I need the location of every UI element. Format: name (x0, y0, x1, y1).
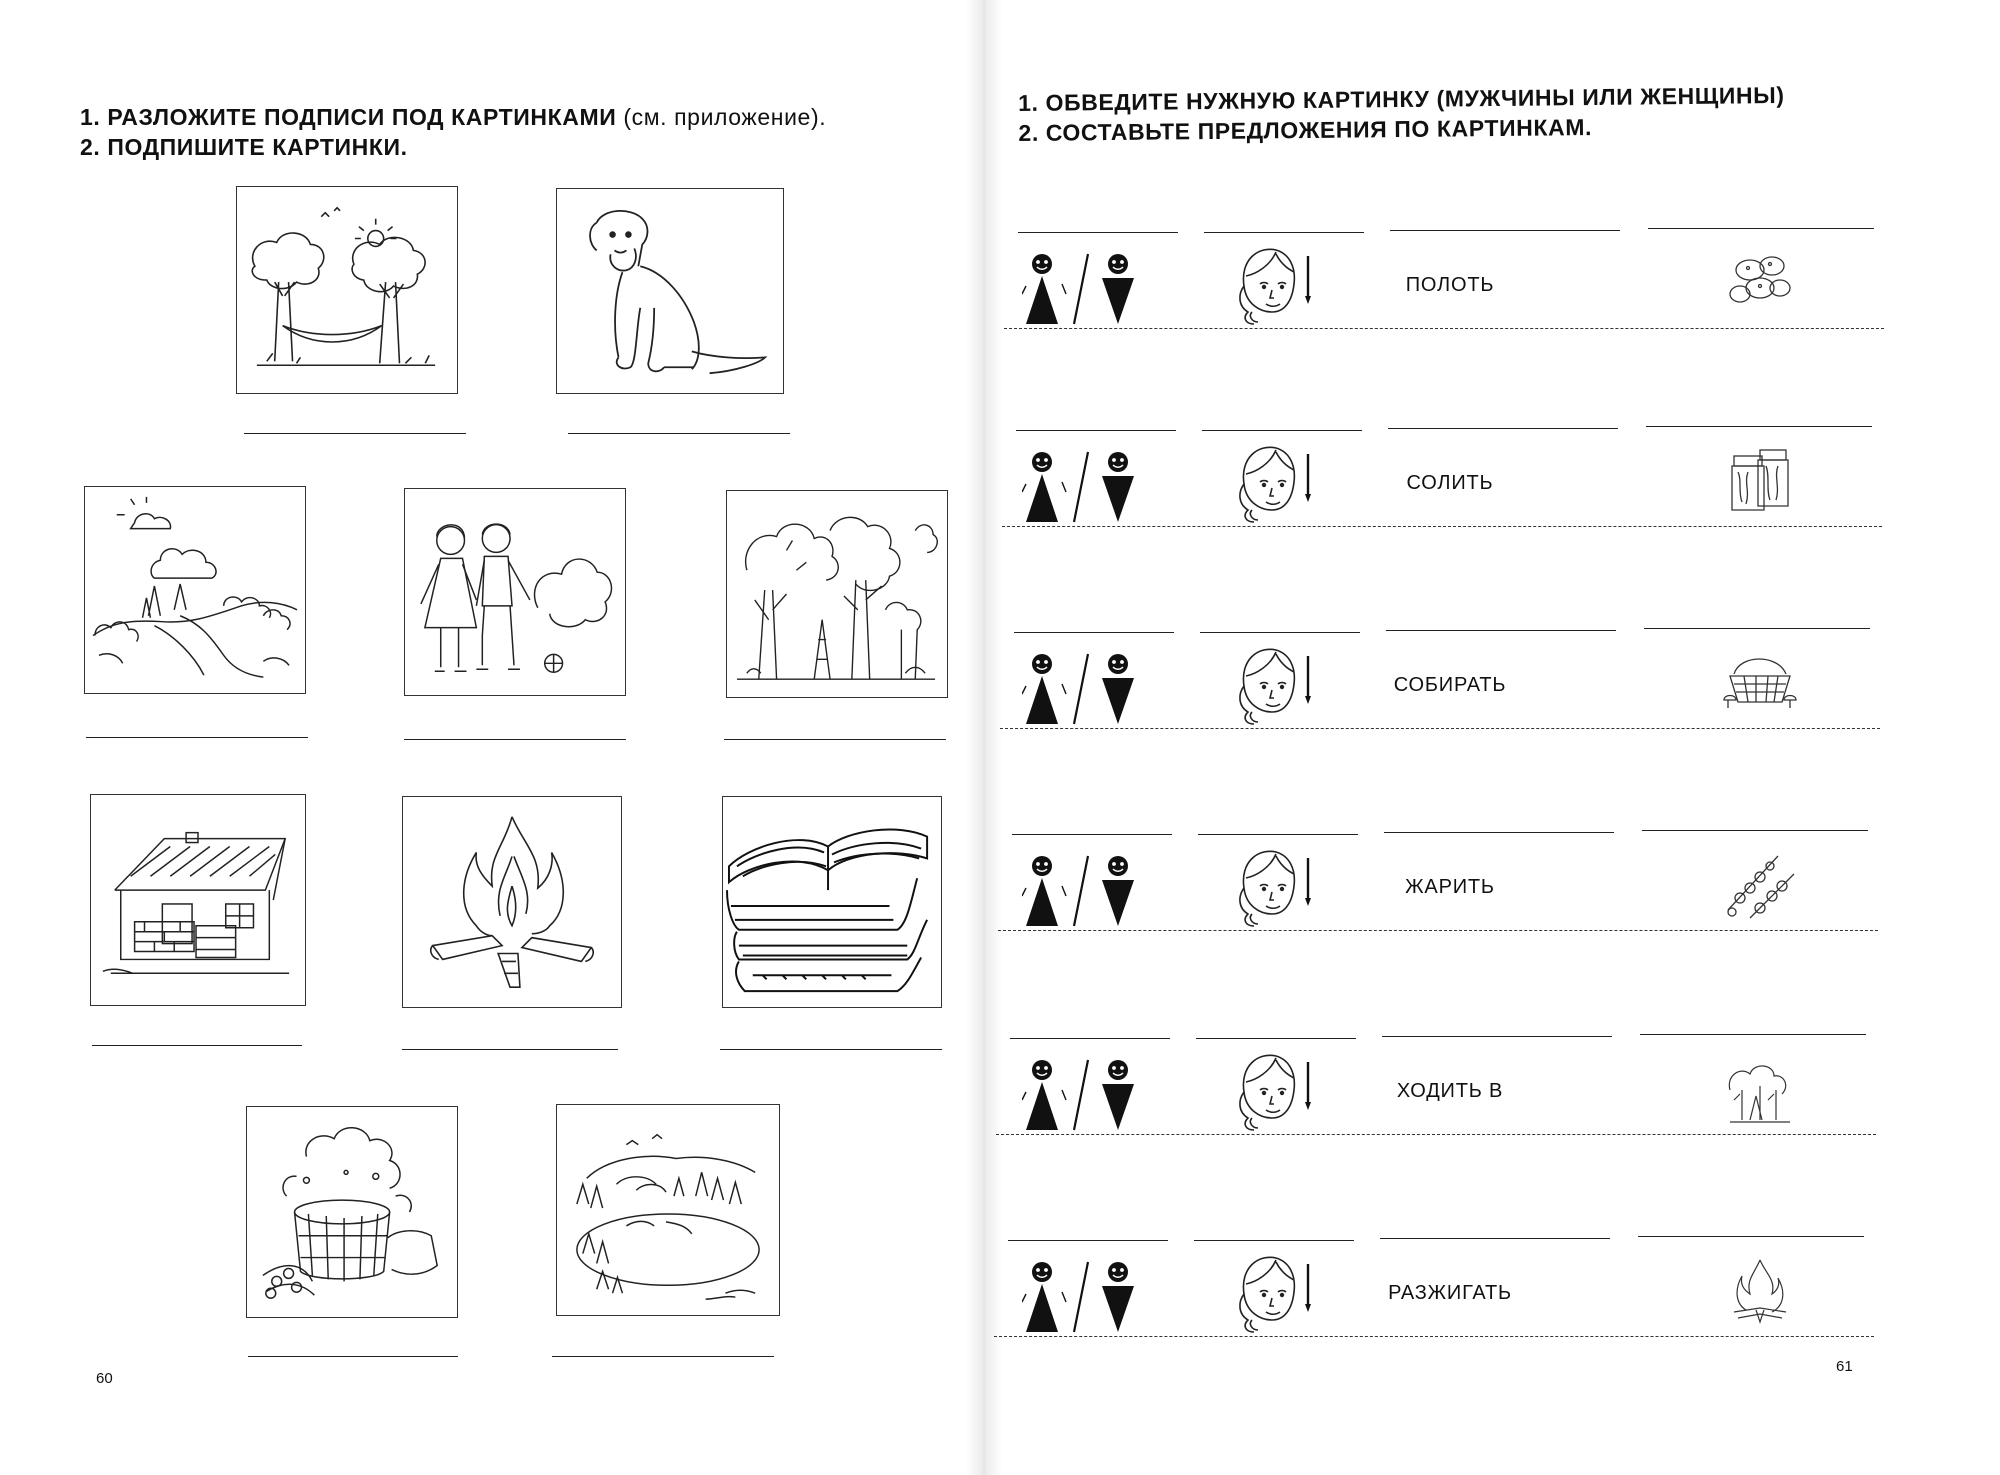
verb-label: ЖАРИТЬ (1405, 876, 1495, 898)
pickle-jars-icon (1720, 442, 1800, 518)
house-icon (91, 795, 305, 1005)
answer-line[interactable] (568, 433, 790, 434)
sauna-tub-icon (247, 1107, 457, 1317)
answer-line[interactable] (720, 1049, 942, 1050)
write-line[interactable] (1198, 834, 1358, 835)
right-instruction-1: 1. ОБВЕДИТЕ НУЖНУЮ КАРТИНКУ (МУЖЧИНЫ ИЛИ ЖЕНЩИНЫ) (1018, 81, 1785, 116)
girl-face (1230, 642, 1320, 726)
write-line[interactable] (1196, 1038, 1356, 1039)
answer-line[interactable] (404, 739, 626, 740)
girl-face-icon (1230, 1048, 1320, 1132)
write-line[interactable] (1644, 628, 1870, 629)
forest-icon (1720, 1050, 1800, 1126)
vegetables-icon (1720, 244, 1800, 320)
sentence-guide-line[interactable] (1000, 728, 1880, 729)
left-instruction-2: 2. ПОДПИШИТЕ КАРТИНКИ. (80, 134, 408, 160)
verb-label: РАЗЖИГАТЬ (1388, 1282, 1512, 1304)
sentence-row (1000, 632, 2000, 782)
object-picture (1720, 442, 1800, 518)
sentence-guide-line[interactable] (998, 930, 1878, 931)
girl-face-icon (1230, 844, 1320, 928)
write-line[interactable] (1646, 426, 1872, 427)
gender-choice[interactable] (1022, 448, 1142, 524)
mushroom-basket-icon (1720, 644, 1800, 720)
campfire-icon (403, 797, 621, 1007)
answer-line[interactable] (552, 1356, 774, 1357)
books-icon (723, 797, 941, 1007)
girl-face-icon (1230, 1250, 1320, 1334)
write-line[interactable] (1018, 232, 1178, 233)
verb-label: ХОДИТЬ В (1396, 1080, 1504, 1102)
object-picture (1720, 244, 1800, 320)
write-line[interactable] (1014, 632, 1174, 633)
object-picture (1720, 1050, 1800, 1126)
answer-line[interactable] (244, 433, 466, 434)
picture-lake (556, 1104, 780, 1316)
gender-symbols-icon[interactable] (1022, 250, 1142, 326)
sentence-guide-line[interactable] (996, 1134, 1876, 1135)
gender-symbols-icon[interactable] (1022, 650, 1142, 726)
write-line[interactable] (1384, 832, 1614, 833)
sentence-guide-line[interactable] (1002, 526, 1882, 527)
gender-symbols-icon[interactable] (1022, 448, 1142, 524)
verb-label: ПОЛОТЬ (1405, 274, 1495, 296)
gender-choice[interactable] (1022, 250, 1142, 326)
sentence-guide-line[interactable] (994, 1336, 1874, 1337)
write-line[interactable] (1194, 1240, 1354, 1241)
dog-icon (557, 189, 783, 393)
picture-road-landscape (84, 486, 306, 694)
right-instruction-2: 2. СОСТАВЬТЕ ПРЕДЛОЖЕНИЯ ПО КАРТИНКАМ. (1018, 113, 1593, 146)
page-number-left: 60 (96, 1370, 113, 1387)
write-line[interactable] (1648, 228, 1874, 229)
girl-face-icon (1230, 440, 1320, 524)
left-instruction-1-note: (см. приложение). (616, 104, 827, 130)
picture-campfire (402, 796, 622, 1008)
girl-face (1230, 440, 1320, 524)
answer-line[interactable] (724, 739, 946, 740)
write-line[interactable] (1010, 1038, 1170, 1039)
write-line[interactable] (1388, 428, 1618, 429)
gender-choice[interactable] (1022, 650, 1142, 726)
picture-sauna-tub (246, 1106, 458, 1318)
object-picture (1720, 644, 1800, 720)
gender-choice[interactable] (1022, 1056, 1142, 1132)
girl-face-icon (1230, 242, 1320, 326)
sentence-row (1000, 1038, 2000, 1188)
object-picture (1720, 846, 1800, 922)
girl-face (1230, 1048, 1320, 1132)
object-picture (1720, 1252, 1800, 1328)
write-line[interactable] (1640, 1034, 1866, 1035)
write-line[interactable] (1008, 1240, 1168, 1241)
picture-children (404, 488, 626, 696)
gender-choice[interactable] (1022, 852, 1142, 928)
campfire-icon (1720, 1252, 1800, 1328)
shashlik-icon (1720, 846, 1800, 922)
children-icon (405, 489, 625, 695)
left-instructions (80, 102, 826, 162)
write-line[interactable] (1638, 1236, 1864, 1237)
sentence-row (1000, 430, 2000, 580)
verb-label: СОЛИТЬ (1406, 472, 1494, 494)
write-line[interactable] (1390, 230, 1620, 231)
right-instructions (1018, 80, 1785, 148)
write-line[interactable] (1016, 430, 1176, 431)
write-line[interactable] (1642, 830, 1868, 831)
answer-line[interactable] (86, 737, 308, 738)
gender-symbols-icon[interactable] (1022, 1258, 1142, 1334)
picture-house (90, 794, 306, 1006)
answer-line[interactable] (92, 1045, 302, 1046)
gender-symbols-icon[interactable] (1022, 1056, 1142, 1132)
write-line[interactable] (1204, 232, 1364, 233)
forest-icon (727, 491, 947, 697)
page-gutter (966, 0, 1002, 1475)
verb-label: СОБИРАТЬ (1393, 674, 1507, 696)
write-line[interactable] (1200, 632, 1360, 633)
girl-face (1230, 242, 1320, 326)
gender-symbols-icon[interactable] (1022, 852, 1142, 928)
road-landscape-icon (85, 487, 305, 693)
girl-face (1230, 1250, 1320, 1334)
picture-forest (726, 490, 948, 698)
girl-face-icon (1230, 642, 1320, 726)
gender-choice[interactable] (1022, 1258, 1142, 1334)
sentence-row (1000, 232, 2000, 382)
picture-books (722, 796, 942, 1008)
picture-hammock (236, 186, 458, 394)
lake-icon (557, 1105, 779, 1315)
write-line[interactable] (1012, 834, 1172, 835)
hammock-icon (237, 187, 457, 393)
write-line[interactable] (1386, 630, 1616, 631)
picture-dog (556, 188, 784, 394)
girl-face (1230, 844, 1320, 928)
write-line[interactable] (1382, 1036, 1612, 1037)
write-line[interactable] (1380, 1238, 1610, 1239)
answer-line[interactable] (402, 1049, 618, 1050)
sentence-row (1000, 834, 2000, 984)
page-number-right: 61 (1836, 1358, 1853, 1375)
left-instruction-1: 1. РАЗЛОЖИТЕ ПОДПИСИ ПОД КАРТИНКАМИ (80, 104, 617, 130)
sentence-guide-line[interactable] (1004, 328, 1884, 329)
write-line[interactable] (1202, 430, 1362, 431)
answer-line[interactable] (248, 1356, 458, 1357)
